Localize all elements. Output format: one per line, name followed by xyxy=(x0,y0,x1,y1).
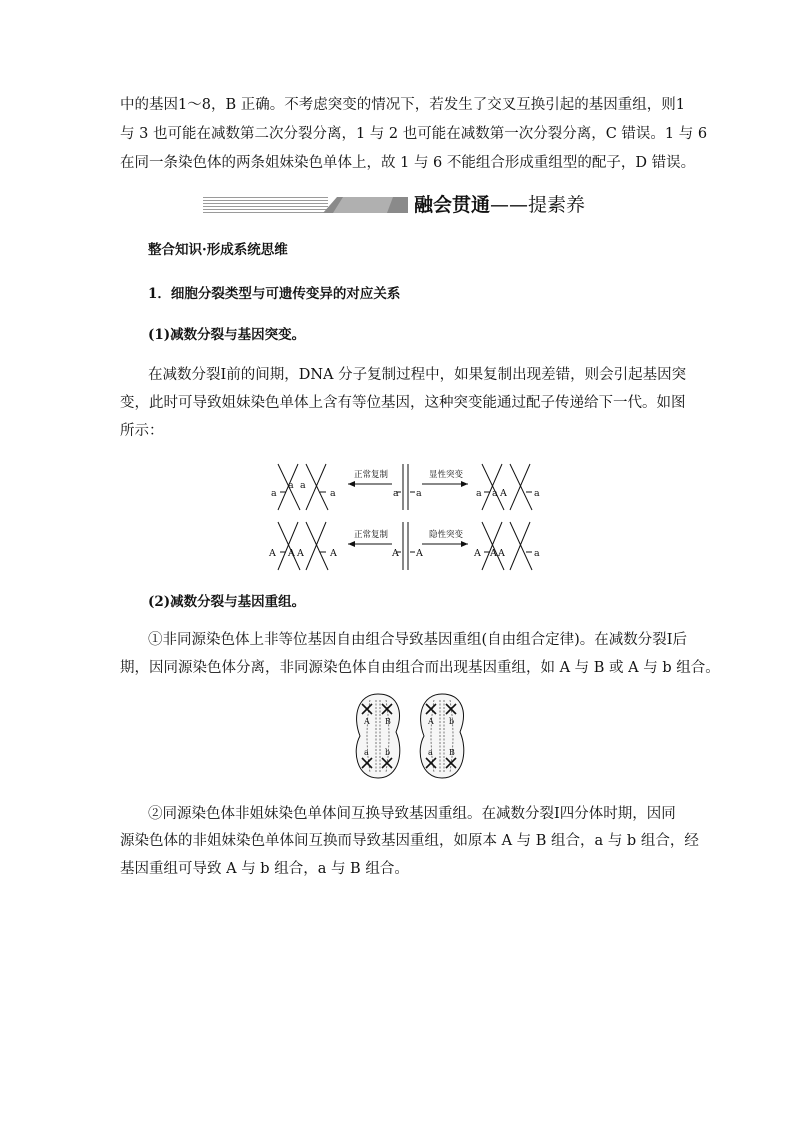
arrow-head-left xyxy=(348,541,355,547)
arrow-label-normal-replication: 正常复制 xyxy=(354,470,389,480)
gene-label: a xyxy=(416,488,422,499)
gene-label: A xyxy=(288,548,295,559)
paragraph-2-line-1: 在减数分裂Ⅰ前的间期，DNA 分子复制过程中，如果复制出现差错，则会引起基因突 xyxy=(148,367,687,383)
gene-label: B xyxy=(385,717,391,726)
banner-title-sub: 提素养 xyxy=(528,194,586,216)
gene-label: a xyxy=(271,488,277,499)
arrow-label-dominant-mutation: 显性突变 xyxy=(429,470,464,480)
arrow-head-left xyxy=(348,481,355,487)
arrow-head-right xyxy=(461,541,468,547)
gene-label: a xyxy=(300,480,306,491)
gene-label: B xyxy=(449,748,455,757)
gene-label: A xyxy=(498,548,505,559)
banner-title xyxy=(408,192,591,218)
heading-subsection-1-1: (1)减数分裂与基因突变。 xyxy=(148,327,306,343)
banner-title-main: 融会贯通 xyxy=(414,194,491,216)
arrow-label-recessive-mutation: 隐性突变 xyxy=(429,530,464,540)
gene-label: a xyxy=(492,488,498,499)
banner-bar-highlight xyxy=(333,197,393,213)
gene-label: A xyxy=(500,488,507,499)
section-banner xyxy=(203,192,598,218)
banner-stripes xyxy=(203,197,328,213)
gene-label: a xyxy=(534,548,540,559)
paragraph-1-line-1: 中的基因1～8，B 正确。不考虑突变的情况下，若发生了交叉互换引起的基因重组，则1 xyxy=(120,97,685,113)
arrow-head-right xyxy=(461,481,468,487)
gene-label: b xyxy=(385,748,391,757)
paragraph-4-line-3: 基因重组可导致 A 与 b 组合，a 与 B 组合。 xyxy=(120,861,409,877)
heading-section-1: 1．细胞分裂类型与可遗传变异的对应关系 xyxy=(148,286,401,302)
gene-label: a xyxy=(476,488,482,499)
heading-integrate-knowledge: 整合知识·形成系统思维 xyxy=(148,242,288,258)
arrow-label-normal-replication: 正常复制 xyxy=(354,530,389,540)
gene-label: a xyxy=(393,488,399,499)
gene-label: A xyxy=(297,548,304,559)
paragraph-1-line-3: 在同一条染色体的两条姐妹染色单体上，故 1 与 6 不能组合形成重组型的配子，D 错误。 xyxy=(120,155,696,171)
cell-left-membrane xyxy=(356,694,400,778)
paragraph-2-line-3: 所示： xyxy=(120,423,164,439)
gene-label: a xyxy=(428,748,433,757)
gene-label: A xyxy=(269,548,276,559)
gene-label: a xyxy=(534,488,540,499)
paragraph-1-line-2: 与 3 也可能在减数第二次分裂分离，1 与 2 也可能在减数第一次分裂分离，C 错误。1 与 6 xyxy=(120,126,708,142)
paragraph-3-line-2: 期，因同源染色体分离，非同源染色体自由组合而出现基因重组，如 A 与 B 或 A 与 b 组合。 xyxy=(120,660,720,676)
gene-label: a xyxy=(330,488,336,499)
gene-label: A xyxy=(428,717,434,726)
cell-division-diagram xyxy=(350,692,475,782)
paragraph-3-line-1: ①非同源染色体上非等位基因自由组合导致基因重组(自由组合定律)。在减数分裂Ⅰ后 xyxy=(148,632,688,648)
gene-label: a xyxy=(364,748,369,757)
paragraph-4-line-1: ②同源染色体非姐妹染色单体间互换导致基因重组。在减数分裂Ⅰ四分体时期，因同 xyxy=(148,806,676,822)
heading-subsection-1-2: (2)减数分裂与基因重组。 xyxy=(148,594,306,610)
gene-label: A xyxy=(364,717,370,726)
gene-label: b xyxy=(449,717,455,726)
gene-label: A xyxy=(474,548,481,559)
mutation-diagram xyxy=(268,462,548,574)
gene-label: A xyxy=(392,548,399,559)
gene-label: A xyxy=(330,548,337,559)
cell-right-membrane xyxy=(420,694,464,778)
gene-label: A xyxy=(490,548,497,559)
banner-title-dash: —— xyxy=(490,194,529,216)
gene-label: a xyxy=(288,480,294,491)
gene-label: A xyxy=(416,548,423,559)
paragraph-2-line-2: 变，此时可导致姐妹染色单体上含有等位基因，这种突变能通过配子传递给下一代。如图 xyxy=(120,395,686,411)
paragraph-4-line-2: 源染色体的非姐妹染色单体间互换而导致基因重组，如原本 A 与 B 组合，a 与 b 组合，经 xyxy=(120,833,699,849)
